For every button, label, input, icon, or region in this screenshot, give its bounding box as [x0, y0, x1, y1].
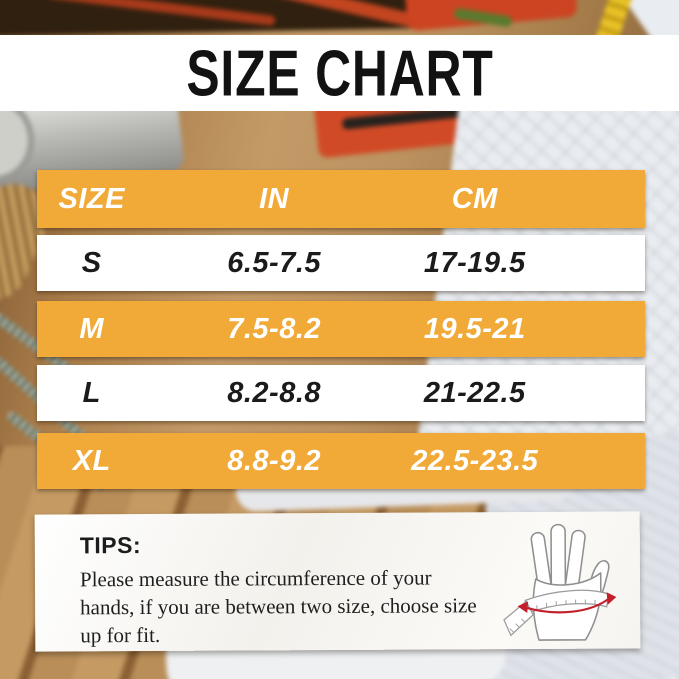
cell-size: S [81, 246, 102, 279]
cell-size: XL [72, 444, 111, 477]
page-title: SIZE CHART [185, 36, 494, 110]
cell-in: 6.5-7.5 [227, 246, 322, 279]
title-banner [0, 35, 679, 111]
tips-box [35, 511, 641, 651]
tips-label: TIPS: [79, 532, 142, 559]
size-chart-table [37, 170, 645, 489]
cell-size: M [79, 312, 105, 345]
hand-with-tape-measure-icon [498, 516, 625, 647]
table-row-m [37, 301, 645, 357]
cell-cm: 17-19.5 [423, 246, 526, 279]
cell-in: 7.5-8.2 [227, 312, 322, 345]
cell-cm: 21-22.5 [423, 376, 526, 409]
table-row-l [37, 365, 645, 421]
table-row-s [37, 235, 645, 291]
header-cell-cm: CM [451, 182, 498, 215]
cell-size: L [82, 376, 101, 409]
tips-text: Please measure the circumference of your hands, if you are between two size, choose size up for fit. [79, 565, 477, 648]
cell-cm: 22.5-23.5 [411, 444, 539, 477]
header-cell-size: SIZE [58, 182, 125, 215]
header-cell-in: IN [259, 182, 290, 215]
cell-cm: 19.5-21 [423, 312, 526, 345]
table-header-row [37, 170, 645, 228]
cell-in: 8.8-9.2 [227, 444, 322, 477]
table-row-xl [37, 433, 645, 489]
cell-in: 8.2-8.8 [227, 376, 322, 409]
